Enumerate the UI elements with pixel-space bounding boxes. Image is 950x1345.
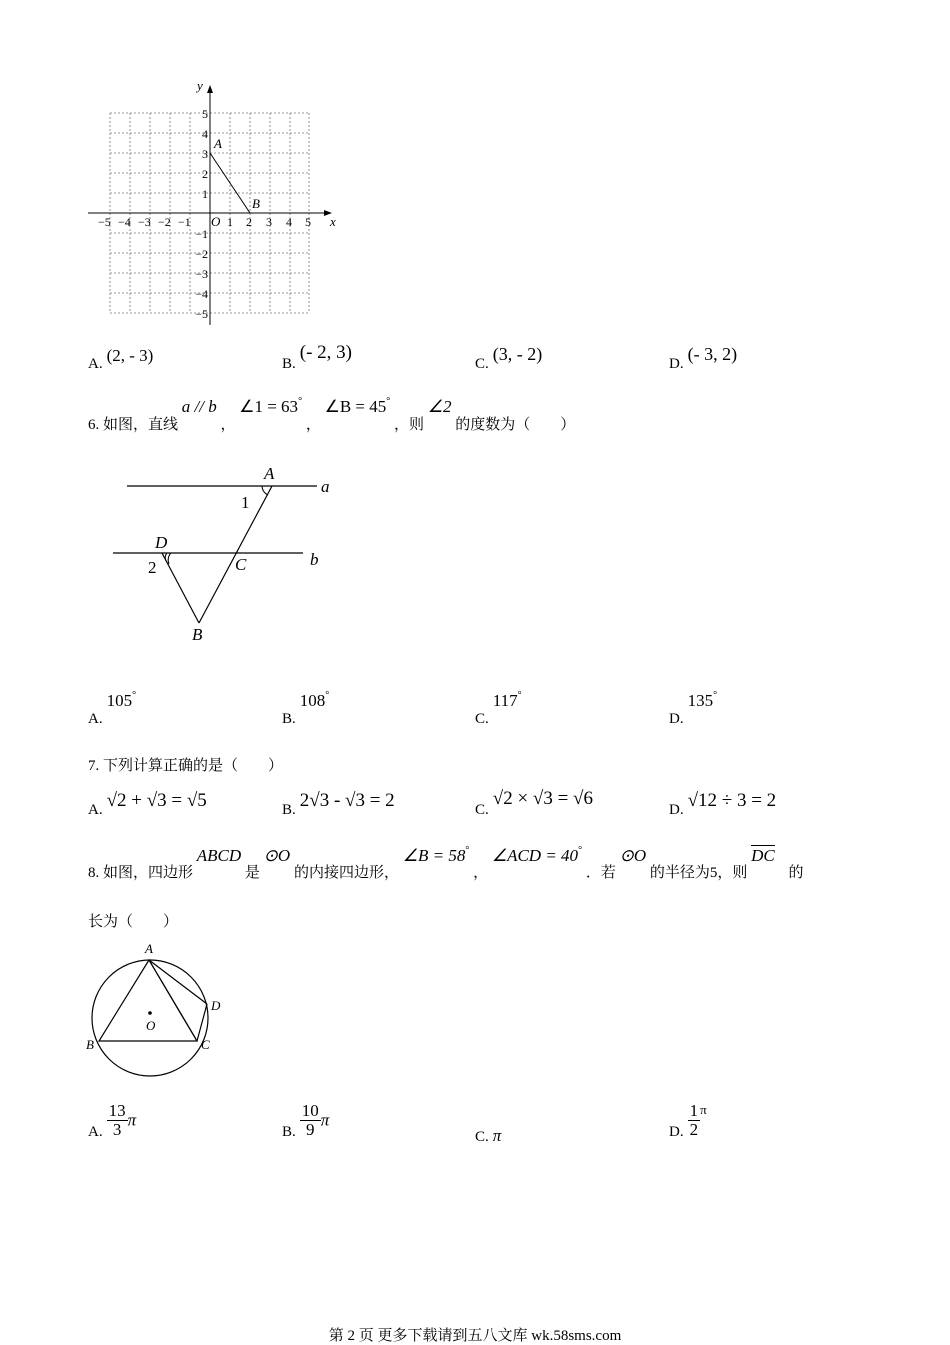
option-number: 135 (687, 691, 714, 710)
y-tick: 1 (202, 187, 208, 201)
x-tick: −2 (158, 215, 171, 229)
q6-option-c[interactable] (475, 690, 522, 727)
q6-suffix: 的度数为（ ） (455, 417, 576, 433)
y-tick: −1 (195, 227, 208, 241)
x-tick: −3 (138, 215, 151, 229)
q6-sep: ，则 (394, 417, 425, 433)
q6-angle-b (325, 397, 391, 416)
q8-option-d[interactable] (669, 1102, 707, 1139)
q6-angle1-text: ∠1 = 63 (239, 397, 299, 416)
label-a-point: A (264, 464, 275, 483)
q6-parallel: a // b (181, 397, 217, 416)
parallel-lines-figure (105, 460, 350, 650)
option-letter: D. (669, 356, 684, 372)
label-d: D (155, 533, 168, 552)
pi-symbol: π (320, 1110, 330, 1130)
option-number: 105 (106, 691, 133, 710)
y-tick: −5 (195, 307, 208, 321)
y-tick: 4 (202, 127, 208, 141)
q8-circle: ⊙O (263, 846, 291, 865)
option-value: 2√3 - √3 = 2 (299, 790, 395, 811)
degree-sign: ° (386, 396, 391, 407)
q8-sep: ．若 (585, 865, 616, 881)
angle1-arc (262, 486, 268, 495)
denominator: 2 (689, 1120, 699, 1139)
x-tick: 1 (227, 215, 233, 229)
x-tick: 4 (286, 215, 292, 229)
y-tick: −4 (195, 287, 208, 301)
q8-circle: ⊙O (619, 846, 647, 865)
option-value: √12 ÷ 3 = 2 (687, 790, 777, 811)
option-letter: A. (88, 356, 103, 372)
label-c: C (201, 1037, 210, 1052)
x-tick: −4 (118, 215, 131, 229)
q6-option-a[interactable] (88, 690, 137, 727)
label-d: D (211, 998, 221, 1013)
q5-option-a[interactable] (88, 346, 154, 372)
y-tick: 3 (202, 147, 208, 161)
center-point (148, 1011, 152, 1015)
y-tick: −2 (195, 247, 208, 261)
label-a: A (145, 941, 153, 956)
q6-angle1 (239, 397, 302, 416)
q8-inscribed: 的内接四边形， (293, 865, 399, 881)
option-value: (- 2, 3) (299, 342, 352, 363)
q7-option-a[interactable] (88, 790, 207, 818)
degree-sign: ° (465, 845, 470, 856)
option-fraction (688, 1102, 701, 1139)
option-letter: C. (475, 802, 489, 818)
q5-option-d[interactable] (669, 344, 738, 372)
option-value: √2 + √3 = √5 (106, 790, 207, 811)
q6-prefix: 6. 如图，直线 (88, 417, 179, 433)
q8-quad: ABCD (196, 846, 242, 865)
q5-option-b[interactable] (282, 342, 352, 372)
numerator: 10 (301, 1101, 319, 1120)
pi-symbol: π (127, 1110, 137, 1130)
option-number: 108 (299, 691, 326, 710)
q8-angle-b (403, 846, 470, 865)
q8-option-b[interactable] (282, 1102, 329, 1139)
option-letter: C. (475, 1129, 489, 1145)
q6-option-b[interactable] (282, 690, 330, 727)
q7-option-d[interactable] (669, 790, 777, 818)
option-value: (- 3, 2) (687, 344, 738, 364)
degree-sign: ° (298, 396, 303, 407)
label-b-point: B (192, 625, 203, 644)
option-letter: C. (475, 356, 489, 372)
option-value: (3, - 2) (492, 344, 543, 364)
q6-angle-b-text: ∠B = 45 (324, 397, 387, 416)
degree-sign: ° (517, 690, 522, 701)
segment-ac (149, 960, 197, 1041)
label-angle-1: 1 (241, 493, 250, 512)
y-tick-labels (195, 107, 208, 321)
y-tick: 5 (202, 107, 208, 121)
option-number: 117 (492, 691, 518, 710)
option-value (107, 691, 137, 710)
q6-angle2: ∠2 (427, 397, 452, 416)
option-letter: D. (669, 802, 684, 818)
label-c: C (235, 555, 247, 574)
q8-sep: ， (473, 865, 489, 881)
denominator: 9 (306, 1120, 315, 1139)
y-axis-label: y (197, 78, 203, 93)
x-tick: 5 (305, 215, 311, 229)
q8-option-a[interactable] (88, 1102, 136, 1139)
option-letter: A. (88, 802, 103, 818)
q8-angle-b-text: ∠B = 58 (402, 846, 466, 865)
x-axis-label: x (330, 214, 336, 229)
label-line-b: b (310, 550, 319, 569)
option-fraction (107, 1102, 128, 1139)
degree-sign: ° (325, 690, 330, 701)
option-value (688, 691, 718, 710)
pi-symbol: π (492, 1126, 502, 1145)
label-line-a: a (321, 477, 330, 496)
degree-sign: ° (132, 690, 137, 701)
option-value (493, 691, 522, 710)
option-value: (2, - 3) (106, 346, 154, 365)
q6-option-d[interactable] (669, 690, 718, 727)
q6-sep: ， (220, 417, 236, 433)
q8-arc-dc: DC (751, 846, 775, 865)
option-letter: D. (669, 711, 684, 727)
degree-sign: ° (578, 845, 583, 856)
coordinate-plane-figure (80, 75, 345, 330)
y-tick: −3 (195, 267, 208, 281)
option-value: √2 × √3 = √6 (492, 788, 593, 809)
point-b-label: B (252, 196, 260, 211)
y-tick: 2 (202, 167, 208, 181)
option-letter: B. (282, 711, 296, 727)
q6-sep: ， (305, 417, 321, 433)
q8-de: 的 (788, 865, 804, 881)
q7-option-c[interactable] (475, 788, 593, 818)
q8-stem-line2: 长为（ ） (88, 914, 179, 930)
x-tick: −1 (178, 215, 191, 229)
q8-prefix: 8. 如图，四边形 (88, 865, 194, 881)
label-angle-2: 2 (148, 558, 157, 577)
q6-stem (88, 396, 576, 433)
numerator: 13 (108, 1101, 126, 1120)
label-b: B (86, 1037, 94, 1052)
label-o: O (146, 1018, 156, 1033)
option-value (300, 691, 330, 710)
numerator: 1 (689, 1101, 699, 1120)
q8-radius-text: 的半径为5，则 (649, 865, 748, 881)
origin-label: O (211, 214, 221, 229)
option-letter: C. (475, 711, 489, 727)
denominator: 3 (112, 1120, 122, 1139)
x-tick: 3 (266, 215, 272, 229)
q5-option-c[interactable] (475, 344, 543, 372)
q8-option-c[interactable] (475, 1126, 501, 1146)
q8-is: 是 (244, 865, 260, 881)
x-tick: 2 (246, 215, 252, 229)
option-letter: A. (88, 711, 103, 727)
q8-angle-acd (492, 846, 582, 865)
degree-sign: ° (713, 690, 718, 701)
point-a-label: A (214, 136, 222, 151)
option-letter: B. (282, 802, 296, 818)
option-fraction (300, 1102, 321, 1139)
q7-stem: 7. 下列计算正确的是（ ） (88, 758, 284, 774)
x-tick: −5 (98, 215, 111, 229)
q8-stem-line1 (88, 845, 804, 879)
option-letter: A. (88, 1124, 103, 1141)
option-letter: B. (282, 1124, 296, 1141)
option-letter: B. (282, 356, 296, 372)
q8-angle-acd-text: ∠ACD = 40 (491, 846, 579, 865)
pi-symbol: π (700, 1102, 707, 1118)
inscribed-quadrilateral-figure (82, 938, 232, 1078)
q7-option-b[interactable] (282, 790, 395, 818)
option-letter: D. (669, 1124, 684, 1141)
angle2-arc (168, 553, 171, 564)
page-footer: 第 2 页 更多下载请到五八文库 wk.58sms.com (328, 1328, 622, 1344)
segment-db (162, 553, 199, 623)
